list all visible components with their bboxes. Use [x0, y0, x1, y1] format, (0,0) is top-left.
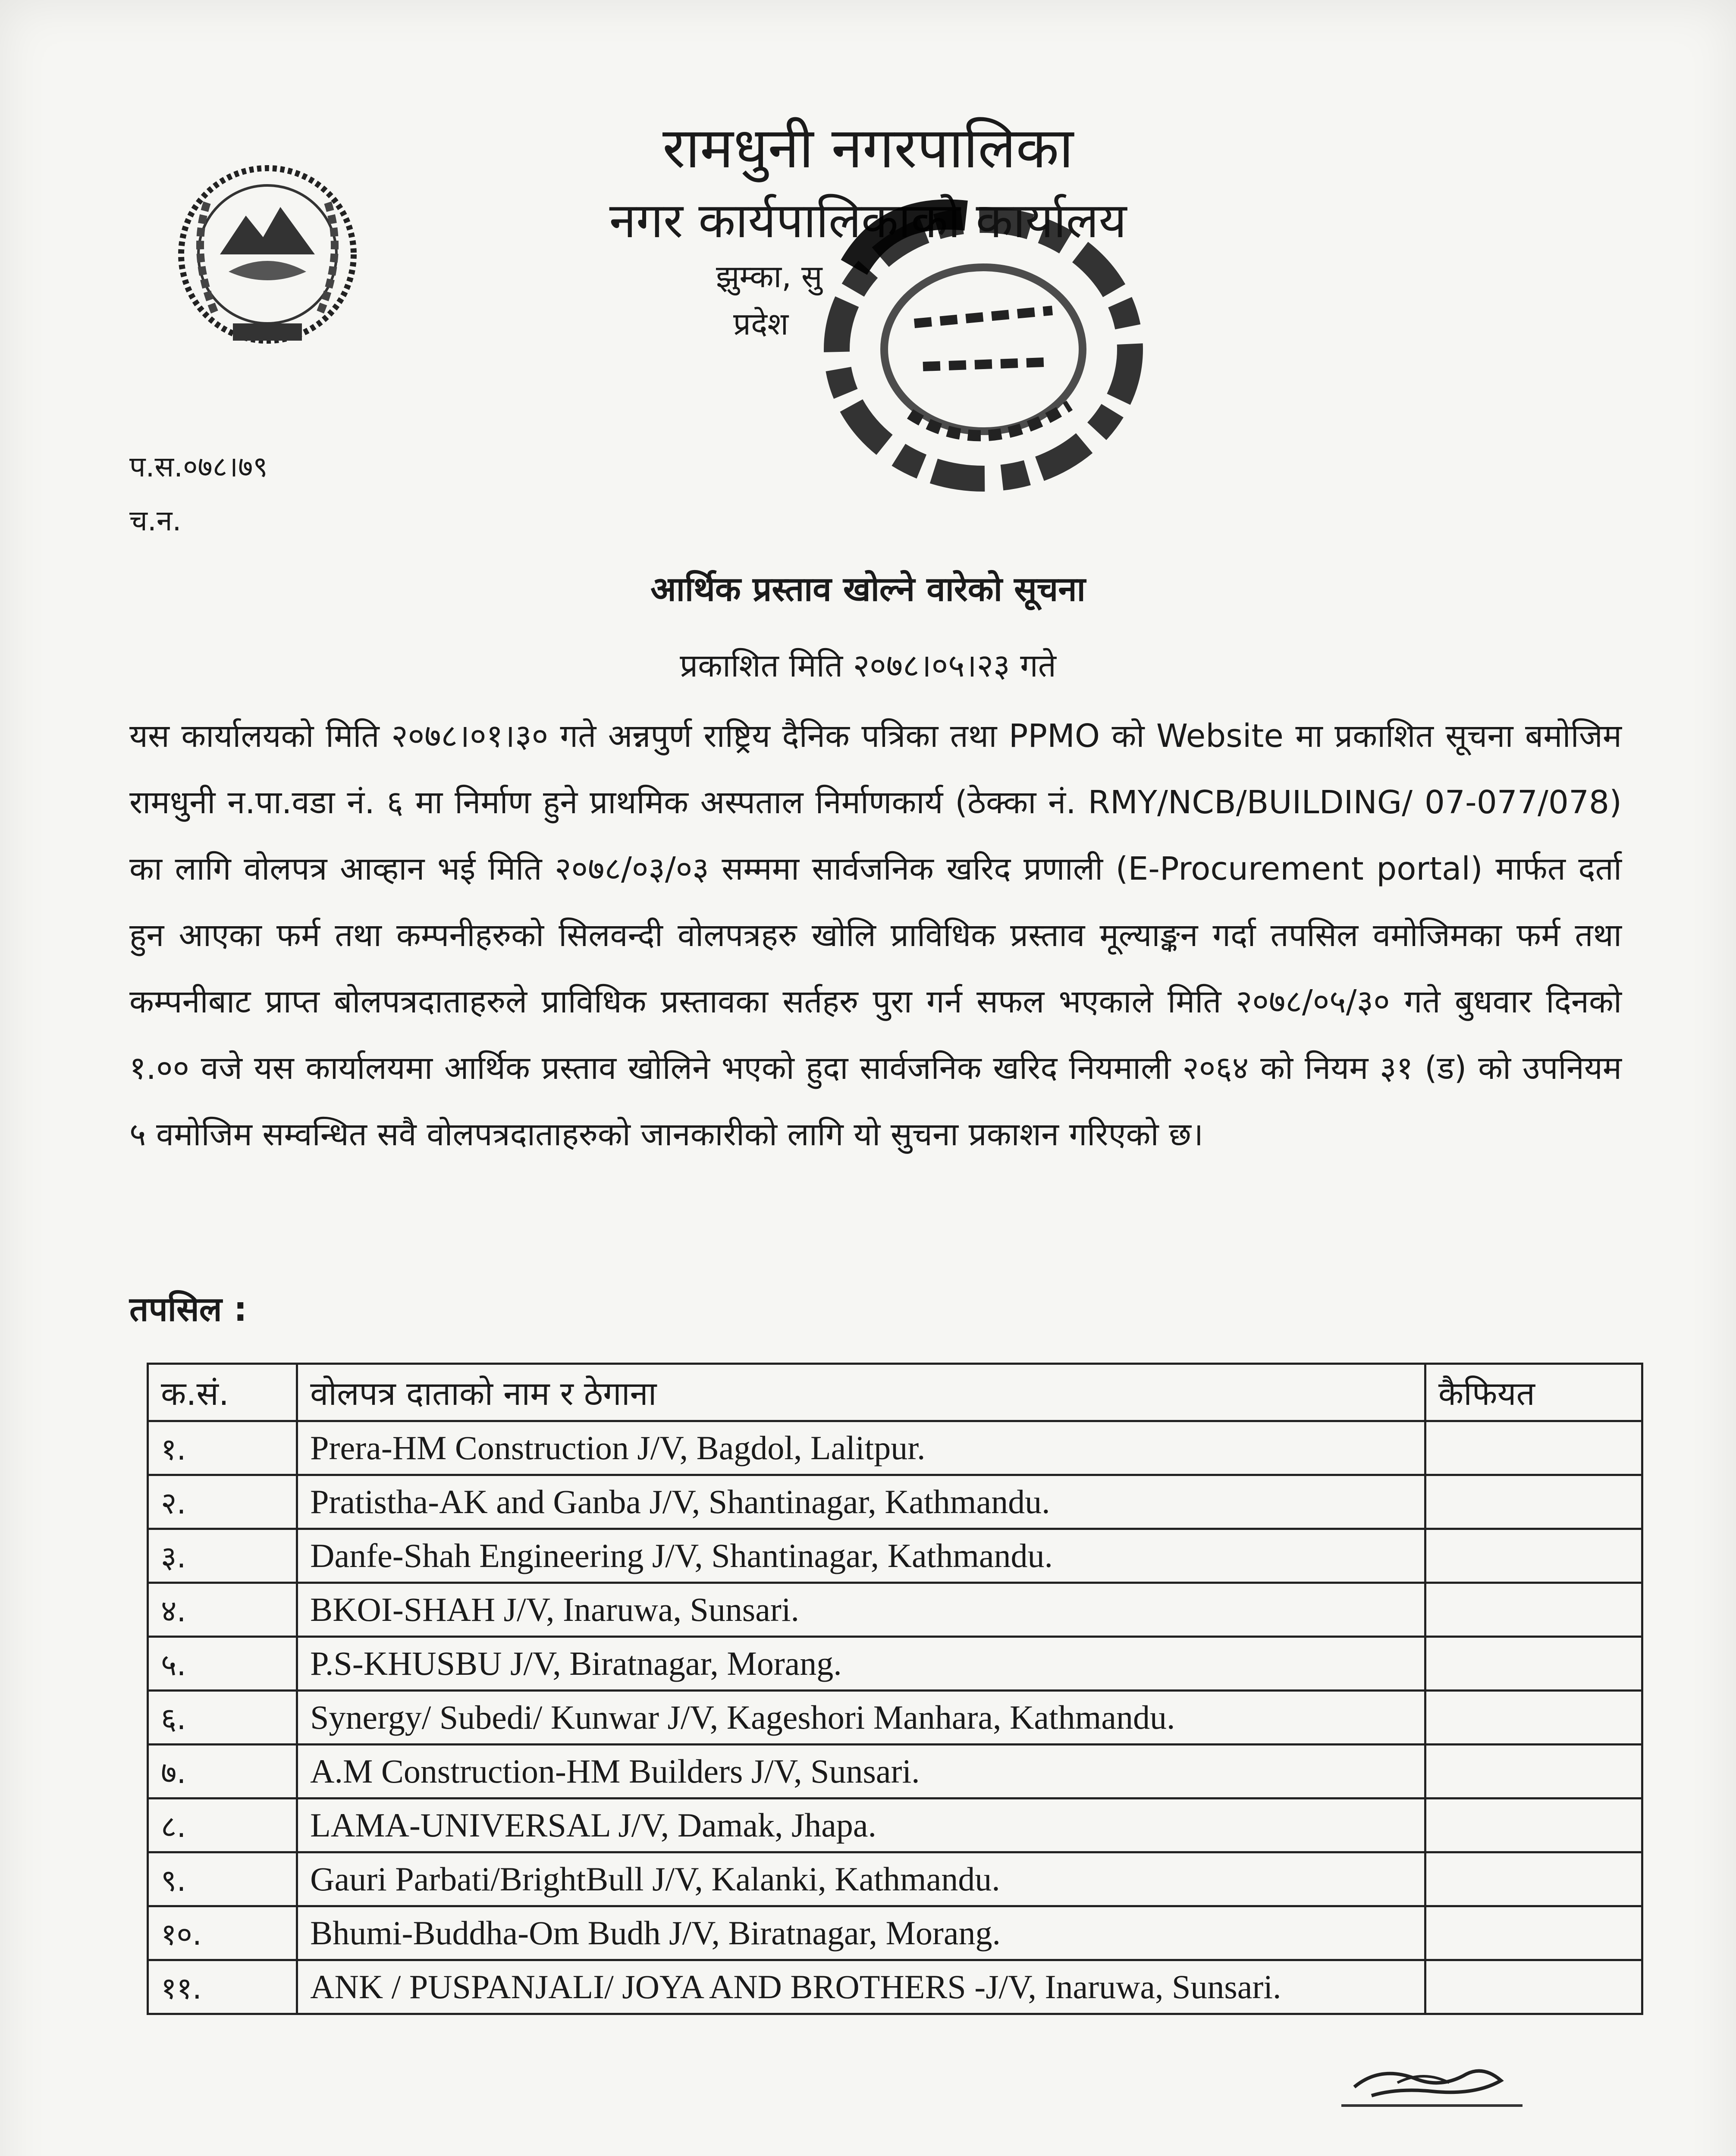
- row-remarks: [1425, 1529, 1642, 1583]
- table-row: [148, 1529, 1642, 1583]
- header-sn: क.सं.: [148, 1364, 297, 1421]
- row-remarks: [1425, 1583, 1642, 1637]
- row-remarks: [1425, 1799, 1642, 1852]
- table-row: [148, 1421, 1642, 1475]
- row-bidder-name: Gauri Parbati/BrightBull J/V, Kalanki, Kathmandu.: [297, 1852, 1425, 1906]
- row-sn: ४.: [148, 1583, 297, 1637]
- row-bidder-name: LAMA-UNIVERSAL J/V, Damak, Jhapa.: [297, 1799, 1425, 1852]
- signature-icon: [1346, 2057, 1518, 2109]
- table-row: [148, 1906, 1642, 1960]
- address-line-1: झुम्का, सु: [716, 258, 822, 295]
- table-row: [148, 1475, 1642, 1529]
- row-sn: १.: [148, 1421, 297, 1475]
- signature-line: [1341, 2104, 1523, 2107]
- row-remarks: [1425, 1852, 1642, 1906]
- row-bidder-name: Bhumi-Buddha-Om Budh J/V, Biratnagar, Morang.: [297, 1906, 1425, 1960]
- table-row: [148, 1852, 1642, 1906]
- office-stamp-icon: [802, 181, 1156, 517]
- notice-subject: आर्थिक प्रस्ताव खोल्ने वारेको सूचना: [650, 570, 1086, 609]
- row-sn: ९.: [148, 1852, 297, 1906]
- row-sn: १०.: [148, 1906, 297, 1960]
- bidders-table: [147, 1363, 1643, 2015]
- row-bidder-name: ANK / PUSPANJALI/ JOYA AND BROTHERS -J/V, Inaruwa, Sunsari.: [297, 1960, 1425, 2014]
- row-remarks: [1425, 1637, 1642, 1691]
- header-bidder-name: वोलपत्र दाताको नाम र ठेगाना: [297, 1364, 1425, 1421]
- header-remarks: कैफियत: [1425, 1364, 1642, 1421]
- row-remarks: [1425, 1745, 1642, 1799]
- row-remarks: [1425, 1691, 1642, 1745]
- row-sn: ११.: [148, 1960, 297, 2014]
- row-remarks: [1425, 1960, 1642, 2014]
- row-bidder-name: Pratistha-AK and Ganba J/V, Shantinagar, Kathmandu.: [297, 1475, 1425, 1529]
- table-row: [148, 1691, 1642, 1745]
- office-name: रामधुनी नगरपालिका: [662, 115, 1074, 181]
- row-bidder-name: BKOI-SHAH J/V, Inaruwa, Sunsari.: [297, 1583, 1425, 1637]
- address-line-2: प्रदेश: [733, 306, 789, 342]
- table-header-row: [148, 1364, 1642, 1421]
- row-remarks: [1425, 1421, 1642, 1475]
- table-row: [148, 1637, 1642, 1691]
- row-bidder-name: A.M Construction-HM Builders J/V, Sunsari.: [297, 1745, 1425, 1799]
- dispatch-number: च.न.: [129, 504, 182, 537]
- row-sn: ७.: [148, 1745, 297, 1799]
- row-remarks: [1425, 1475, 1642, 1529]
- table-row: [148, 1799, 1642, 1852]
- row-bidder-name: Prera-HM Construction J/V, Bagdol, Lalitpur.: [297, 1421, 1425, 1475]
- table-row: [148, 1583, 1642, 1637]
- row-bidder-name: Danfe-Shah Engineering J/V, Shantinagar, Kathmandu.: [297, 1529, 1425, 1583]
- row-sn: २.: [148, 1475, 297, 1529]
- row-sn: ६.: [148, 1691, 297, 1745]
- table-row: [148, 1745, 1642, 1799]
- row-bidder-name: P.S-KHUSBU J/V, Biratnagar, Morang.: [297, 1637, 1425, 1691]
- office-subtitle: नगर कार्यपालिकाको कार्यालय: [609, 193, 1127, 249]
- row-sn: ५.: [148, 1637, 297, 1691]
- table-row: [148, 1960, 1642, 2014]
- row-sn: ८.: [148, 1799, 297, 1852]
- notice-body: यस कार्यालयको मिति २०७८।०१।३० गते अन्नपुर्ण राष्ट्रिय दैनिक पत्रिका तथा PPMO को Website मा प्रकाशित सूचना बमोजिम रामधुनी न.पा.वडा नं. ६ मा निर्माण हुने प्राथमिक अस्पताल निर्माणकार्य (ठेक्का नं. RMY/NCB/BUILDING/ 07-077/078) का लागि वोलपत्र आव्हान भई मिति २०७८/०३/०३ सम्ममा सार्वजनिक खरिद प्रणाली (E-Procurement portal) मार्फत दर्ता हुन आएका फर्म तथा कम्पनीहरुको सिलवन्दी वोलपत्रहरु खोलि प्राविधिक प्रस्ताव मूल्याङ्कन गर्दा तपसिल वमोजिमका फर्म तथा कम्पनीबाट प्राप्त बोलपत्रदाताहरुले प्राविधिक प्रस्तावका सर्तहरु पुरा गर्न सफल भएकाले मिति २०७८/०५/३० गते बुधवार दिनको १.०० वजे यस कार्यालयमा आर्थिक प्रस्ताव खोलिने भएको हुदा सार्वजनिक खरिद नियमाली २०६४ को नियम ३१ (ड) को उपनियम ५ वमोजिम सम्वन्धित सवै वोलपत्रदाताहरुको जानकारीको लागि यो सुचना प्रकाशन गरिएको छ।: [129, 718, 1622, 1153]
- reference-number: प.स.०७८।७९: [129, 450, 268, 483]
- details-label: तपसिल :: [129, 1290, 247, 1329]
- row-sn: ३.: [148, 1529, 297, 1583]
- row-bidder-name: Synergy/ Subedi/ Kunwar J/V, Kageshori Manhara, Kathmandu.: [297, 1691, 1425, 1745]
- published-date: प्रकाशित मिति २०७८।०५।२३ गते: [680, 647, 1056, 684]
- row-remarks: [1425, 1906, 1642, 1960]
